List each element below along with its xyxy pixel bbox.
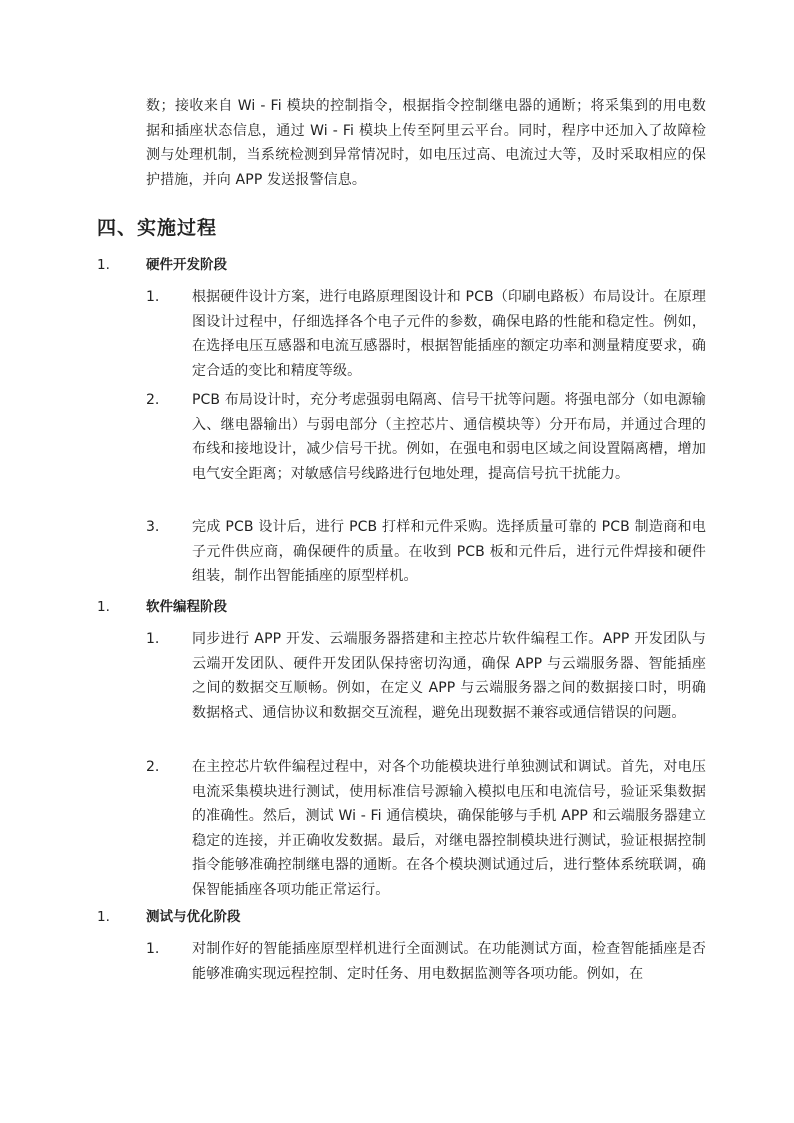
list-item-text: 在主控芯片软件编程过程中，对各个功能模块进行单独测试和调试。首先，对电压电流采集模块进行测试，使用标准信号源输入模拟电压和电流信号，验证采集数据的准确性。然后，测试 Wi - Fi 通信模块，确保能够与手机 APP 和云端服务器建立稳定的连接，并正确收发数据。最后，对继电器控制模块进行测试，验证根据控制指令能够准确控制继电器的通断。在各个模块测试通过后，进行整体系统联调，确保智能插座各项功能正常运行。 bbox=[192, 759, 706, 898]
list-item-number: 2. bbox=[146, 392, 160, 408]
intro-paragraph: 数；接收来自 Wi - Fi 模块的控制指令，根据指令控制继电器的通断；将采集到的用电数据和插座状态信息，通过 Wi - Fi 模块上传至阿里云平台。同时，程序中还加入了故障检测与处理机制，当系统检测到异常情况时，如电压过高、电流过大等，及时采取相应的保护措施，并向 APP 发送报警信息。 bbox=[146, 98, 706, 188]
list-item-text: PCB 布局设计时，充分考虑强弱电隔离、信号干扰等问题。将强电部分（如电源输入、继电器输出）与弱电部分（主控芯片、通信模块等）分开布局，并通过合理的布线和接地设计，减少信号干扰。例如，在强电和弱电区域之间设置隔离槽，增加电气安全距离；对敏感信号线路进行包地处理，提高信号抗干扰能力。 bbox=[192, 392, 706, 482]
section-heading: 四、实施过程 bbox=[97, 217, 218, 239]
list-item-number: 2. bbox=[146, 759, 160, 775]
list-item-text: 根据硬件设计方案，进行电路原理图设计和 PCB（印刷电路板）布局设计。在原理图设计过程中，仔细选择各个电子元件的参数，确保电路的性能和稳定性。例如，在选择电压互感器和电流互感器时，根据智能插座的额定功率和测量精度要求，确定合适的变比和精度等级。 bbox=[192, 289, 706, 379]
subsection-number: 1. bbox=[97, 909, 110, 925]
list-item-number: 3. bbox=[146, 519, 160, 535]
subsection-number: 1. bbox=[97, 257, 110, 273]
list-item-number: 1. bbox=[146, 941, 160, 957]
list-item-text: 对制作好的智能插座原型样机进行全面测试。在功能测试方面，检查智能插座是否能够准确实现远程控制、定时任务、用电数据监测等各项功能。例如，在 bbox=[192, 941, 706, 982]
list-item-number: 1. bbox=[146, 289, 160, 305]
list-item-text: 完成 PCB 设计后，进行 PCB 打样和元件采购。选择质量可靠的 PCB 制造商和电子元件供应商，确保硬件的质量。在收到 PCB 板和元件后，进行元件焊接和硬件组装，制作出智能插座的原型样机。 bbox=[192, 519, 706, 584]
subsection-title: 测试与优化阶段 bbox=[146, 909, 241, 925]
subsection-title: 软件编程阶段 bbox=[146, 599, 227, 615]
subsection-title: 硬件开发阶段 bbox=[146, 257, 227, 273]
list-item-number: 1. bbox=[146, 631, 160, 647]
subsection-number: 1. bbox=[97, 599, 110, 615]
list-item-text: 同步进行 APP 开发、云端服务器搭建和主控芯片软件编程工作。APP 开发团队与云端开发团队、硬件开发团队保持密切沟通，确保 APP 与云端服务器、智能插座之间的数据交互顺畅。例如，在定义 APP 与云端服务器之间的数据接口时，明确数据格式、通信协议和数据交互流程，避免出现数据不兼容或通信错误的问题。 bbox=[192, 631, 706, 721]
